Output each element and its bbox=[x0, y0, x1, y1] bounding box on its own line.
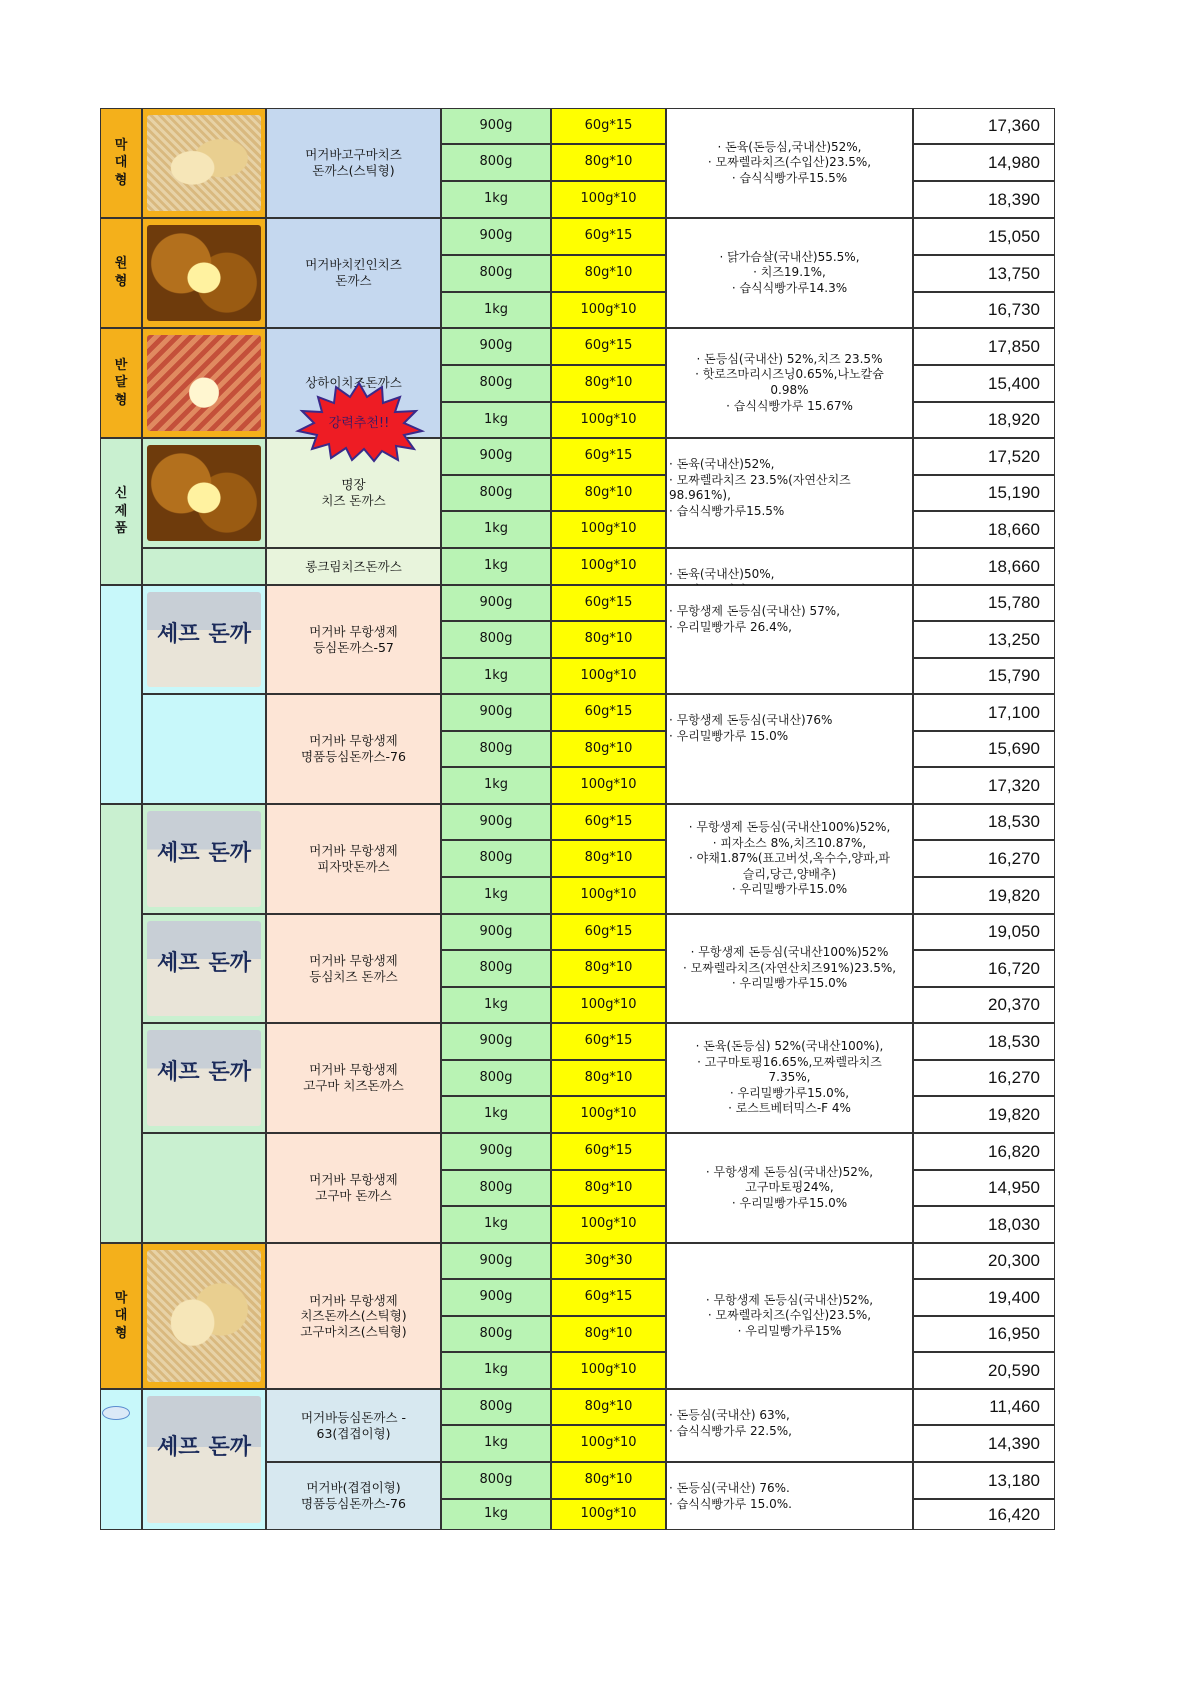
pack-size-cell: 60g*15 bbox=[551, 218, 666, 255]
pack-size-cell: 100g*10 bbox=[551, 987, 666, 1023]
pack-size-cell: 100g*10 bbox=[551, 511, 666, 548]
price-cell: 15,790 bbox=[913, 658, 1055, 694]
pack-size-cell: 80g*10 bbox=[551, 255, 666, 292]
weight-cell: 800g bbox=[441, 1316, 551, 1352]
price-cell: 19,820 bbox=[913, 877, 1055, 914]
price-cell: 11,460 bbox=[913, 1389, 1055, 1425]
pack-size-cell: 60g*15 bbox=[551, 438, 666, 475]
weight-cell: 900g bbox=[441, 914, 551, 950]
price-cell: 19,820 bbox=[913, 1096, 1055, 1133]
weight-cell: 900g bbox=[441, 1023, 551, 1060]
price-cell: 18,530 bbox=[913, 804, 1055, 840]
pack-size-cell: 80g*10 bbox=[551, 365, 666, 402]
weight-cell: 1kg bbox=[441, 181, 551, 218]
price-cell: 16,820 bbox=[913, 1133, 1055, 1170]
price-cell: 18,920 bbox=[913, 402, 1055, 438]
product-name: 머거바치킨인치즈 돈까스 bbox=[266, 218, 441, 328]
price-cell: 16,720 bbox=[913, 950, 1055, 987]
price-cell: 17,850 bbox=[913, 328, 1055, 365]
product-ingredients: · 돈육(국내산)52%, · 모짜렐라치즈 23.5%(자연산치즈 98.961%), · 습식식빵가루15.5% bbox=[666, 438, 913, 548]
pack-size-cell: 80g*10 bbox=[551, 731, 666, 767]
product-name: 머거바 무항생제 명품등심돈까스-76 bbox=[266, 694, 441, 804]
price-cell: 15,050 bbox=[913, 218, 1055, 255]
pack-size-cell: 80g*10 bbox=[551, 1316, 666, 1352]
product-ingredients: · 무항생제 돈등심(국내산100%)52%, · 피자소스 8%,치즈10.87%, · 야채1.87%(표고버섯,옥수수,양파,파 슬리,당근,양배추) · 우리밀빵가루15.0% bbox=[666, 804, 913, 914]
pack-size-cell: 100g*10 bbox=[551, 1352, 666, 1389]
weight-cell: 1kg bbox=[441, 1425, 551, 1462]
pack-size-cell: 60g*15 bbox=[551, 1023, 666, 1060]
product-photo bbox=[147, 115, 261, 211]
price-cell: 18,660 bbox=[913, 511, 1055, 548]
pack-size-cell: 100g*10 bbox=[551, 1425, 666, 1462]
category-cell bbox=[100, 804, 142, 1243]
price-cell: 18,030 bbox=[913, 1206, 1055, 1243]
weight-cell: 800g bbox=[441, 1389, 551, 1425]
pack-size-cell: 100g*10 bbox=[551, 1096, 666, 1133]
category-cell: 반 달 형 bbox=[100, 328, 142, 438]
pack-size-cell: 60g*15 bbox=[551, 914, 666, 950]
pack-size-cell: 80g*10 bbox=[551, 1389, 666, 1425]
price-cell: 14,390 bbox=[913, 1425, 1055, 1462]
price-cell: 13,180 bbox=[913, 1462, 1055, 1499]
weight-cell: 800g bbox=[441, 731, 551, 767]
weight-cell: 1kg bbox=[441, 658, 551, 694]
weight-cell: 800g bbox=[441, 1462, 551, 1499]
pack-size-cell: 60g*15 bbox=[551, 1279, 666, 1316]
pack-size-cell: 60g*15 bbox=[551, 108, 666, 144]
product-ingredients: · 무항생제 돈등심(국내산)76% · 우리밀빵가루 15.0% bbox=[666, 694, 913, 804]
weight-cell: 900g bbox=[441, 1243, 551, 1279]
pack-size-cell: 100g*10 bbox=[551, 767, 666, 804]
product-ingredients: · 무항생제 돈등심(국내산) 57%, · 우리밀빵가루 26.4%, bbox=[666, 585, 913, 694]
price-cell: 16,420 bbox=[913, 1499, 1055, 1530]
price-cell: 15,780 bbox=[913, 585, 1055, 621]
pack-size-cell: 60g*15 bbox=[551, 1133, 666, 1170]
weight-cell: 900g bbox=[441, 585, 551, 621]
weight-cell: 900g bbox=[441, 218, 551, 255]
photo-cell bbox=[142, 914, 266, 1023]
product-ingredients: · 돈등심(국내산) 76%. · 습식식빵가루 15.0%. bbox=[666, 1462, 913, 1530]
category-cell: 신 제 품 bbox=[100, 438, 142, 585]
price-cell: 15,190 bbox=[913, 475, 1055, 511]
photo-cell bbox=[142, 1023, 266, 1133]
product-name: 머거바고구마치즈 돈까스(스틱형) bbox=[266, 108, 441, 218]
product-photo bbox=[147, 1030, 261, 1126]
photo-cell bbox=[142, 1243, 266, 1389]
price-cell: 15,690 bbox=[913, 731, 1055, 767]
pack-size-cell: 100g*10 bbox=[551, 292, 666, 328]
price-cell: 14,950 bbox=[913, 1170, 1055, 1206]
product-ingredients: · 돈등심(국내산) 52%,치즈 23.5% · 핫로즈마리시즈닝0.65%,나노칼슘 0.98% · 습식식빵가루 15.67% bbox=[666, 328, 913, 438]
weight-cell: 800g bbox=[441, 621, 551, 658]
pack-size-cell: 80g*10 bbox=[551, 1170, 666, 1206]
weight-cell: 900g bbox=[441, 438, 551, 475]
product-name: 머거바 무항생제 피자맛돈까스 bbox=[266, 804, 441, 914]
product-ingredients: · 무항생제 돈등심(국내산)52%, 고구마토핑24%, · 우리밀빵가루15.0% bbox=[666, 1133, 913, 1243]
photo-cell bbox=[142, 328, 266, 438]
photo-cell bbox=[142, 438, 266, 548]
product-photo bbox=[147, 592, 261, 687]
product-ingredients: · 닭가슴살(국내산)55.5%, · 치즈19.1%, · 습식식빵가루14.3% bbox=[666, 218, 913, 328]
product-ingredients: · 돈육(돈등심) 52%(국내산100%), · 고구마토핑16.65%,모짜렐라치즈 7.35%, · 우리밀빵가루15.0%, · 로스트베터믹스-F 4% bbox=[666, 1023, 913, 1133]
category-cell: 막 대 형 bbox=[100, 108, 142, 218]
photo-cell bbox=[142, 1389, 266, 1530]
pack-size-cell: 60g*15 bbox=[551, 804, 666, 840]
product-name: 머거바 무항생제 등심치즈 돈까스 bbox=[266, 914, 441, 1023]
pack-size-cell: 100g*10 bbox=[551, 548, 666, 585]
product-name: 상하이치즈돈까스 bbox=[266, 328, 441, 438]
product-name: 머거바 무항생제 고구마 돈까스 bbox=[266, 1133, 441, 1243]
weight-cell: 800g bbox=[441, 840, 551, 877]
weight-cell: 900g bbox=[441, 108, 551, 144]
pack-size-cell: 100g*10 bbox=[551, 1499, 666, 1530]
product-name: 머거바(겹겹이형) 명품등심돈까스-76 bbox=[266, 1462, 441, 1530]
pack-size-cell: 80g*10 bbox=[551, 840, 666, 877]
price-cell: 18,660 bbox=[913, 548, 1055, 585]
price-cell: 17,360 bbox=[913, 108, 1055, 144]
price-cell: 20,300 bbox=[913, 1243, 1055, 1279]
weight-cell: 800g bbox=[441, 255, 551, 292]
pack-size-cell: 60g*15 bbox=[551, 328, 666, 365]
pack-size-cell: 60g*15 bbox=[551, 694, 666, 731]
price-cell: 16,270 bbox=[913, 1060, 1055, 1096]
price-cell: 18,390 bbox=[913, 181, 1055, 218]
product-photo bbox=[147, 445, 261, 541]
pack-size-cell: 100g*10 bbox=[551, 402, 666, 438]
badge-text: 강력추천!! bbox=[328, 416, 390, 431]
price-cell: 17,100 bbox=[913, 694, 1055, 731]
pack-size-cell: 80g*10 bbox=[551, 621, 666, 658]
photo-cell bbox=[142, 694, 266, 804]
price-cell: 14,980 bbox=[913, 144, 1055, 181]
product-name: 명장 치즈 돈까스 bbox=[266, 438, 441, 548]
pack-size-cell: 60g*15 bbox=[551, 585, 666, 621]
photo-cell bbox=[142, 804, 266, 914]
pack-size-cell: 100g*10 bbox=[551, 1206, 666, 1243]
pack-size-cell: 100g*10 bbox=[551, 181, 666, 218]
category-cell: 막 대 형 bbox=[100, 1243, 142, 1389]
pack-size-cell: 80g*10 bbox=[551, 950, 666, 987]
price-cell: 16,730 bbox=[913, 292, 1055, 328]
price-cell: 16,950 bbox=[913, 1316, 1055, 1352]
weight-cell: 800g bbox=[441, 1170, 551, 1206]
price-cell: 19,400 bbox=[913, 1279, 1055, 1316]
category-cell: 원 형 bbox=[100, 218, 142, 328]
price-cell: 13,750 bbox=[913, 255, 1055, 292]
weight-cell: 900g bbox=[441, 804, 551, 840]
product-name: 머거바 무항생제 치즈돈까스(스틱형) 고구마치즈(스틱형) bbox=[266, 1243, 441, 1389]
weight-cell: 800g bbox=[441, 365, 551, 402]
weight-cell: 800g bbox=[441, 144, 551, 181]
product-photo bbox=[147, 225, 261, 321]
weight-cell: 800g bbox=[441, 475, 551, 511]
product-name: 머거바 무항생제 등심돈까스-57 bbox=[266, 585, 441, 694]
photo-cell bbox=[142, 585, 266, 694]
weight-cell: 800g bbox=[441, 950, 551, 987]
weight-cell: 1kg bbox=[441, 1499, 551, 1530]
product-name: 롱크림치즈돈까스 bbox=[266, 548, 441, 585]
photo-cell bbox=[142, 108, 266, 218]
weight-cell: 900g bbox=[441, 328, 551, 365]
product-ingredients: · 무항생제 돈등심(국내산100%)52% · 모짜렐라치즈(자연산치즈91%)23.5%, · 우리밀빵가루15.0% bbox=[666, 914, 913, 1023]
pack-size-cell: 100g*10 bbox=[551, 658, 666, 694]
product-photo bbox=[147, 811, 261, 907]
price-cell: 13,250 bbox=[913, 621, 1055, 658]
weight-cell: 900g bbox=[441, 1279, 551, 1316]
recommend-badge bbox=[294, 383, 424, 461]
pack-size-cell: 80g*10 bbox=[551, 475, 666, 511]
category-cell bbox=[100, 585, 142, 804]
product-ingredients: · 돈등심(국내산) 63%, · 습식식빵가루 22.5%, bbox=[666, 1389, 913, 1462]
photo-cell bbox=[142, 548, 266, 585]
weight-cell: 1kg bbox=[441, 1352, 551, 1389]
price-cell: 15,400 bbox=[913, 365, 1055, 402]
product-photo bbox=[147, 1250, 261, 1382]
pack-size-cell: 80g*10 bbox=[551, 1462, 666, 1499]
price-cell: 19,050 bbox=[913, 914, 1055, 950]
price-cell: 17,520 bbox=[913, 438, 1055, 475]
photo-cell bbox=[142, 218, 266, 328]
price-cell: 17,320 bbox=[913, 767, 1055, 804]
price-cell: 20,370 bbox=[913, 987, 1055, 1023]
weight-cell: 1kg bbox=[441, 548, 551, 585]
pack-size-cell: 100g*10 bbox=[551, 877, 666, 914]
weight-cell: 1kg bbox=[441, 877, 551, 914]
weight-cell: 1kg bbox=[441, 987, 551, 1023]
product-ingredients: · 돈육(국내산)50%, bbox=[666, 548, 913, 585]
haccp-logo bbox=[102, 1406, 130, 1420]
weight-cell: 1kg bbox=[441, 767, 551, 804]
weight-cell: 1kg bbox=[441, 511, 551, 548]
product-ingredients: · 무항생제 돈등심(국내산)52%, · 모짜렐라치즈(수입산)23.5%, · 우리밀빵가루15% bbox=[666, 1243, 913, 1389]
price-cell: 16,270 bbox=[913, 840, 1055, 877]
weight-cell: 1kg bbox=[441, 1096, 551, 1133]
weight-cell: 1kg bbox=[441, 402, 551, 438]
product-name: 머거바등심돈까스 - 63(겹겹이형) bbox=[266, 1389, 441, 1462]
pack-size-cell: 80g*10 bbox=[551, 1060, 666, 1096]
product-photo bbox=[147, 335, 261, 431]
weight-cell: 900g bbox=[441, 694, 551, 731]
weight-cell: 800g bbox=[441, 1060, 551, 1096]
product-photo bbox=[147, 921, 261, 1016]
product-name: 머거바 무항생제 고구마 치즈돈까스 bbox=[266, 1023, 441, 1133]
weight-cell: 1kg bbox=[441, 292, 551, 328]
pack-size-cell: 30g*30 bbox=[551, 1243, 666, 1279]
price-cell: 20,590 bbox=[913, 1352, 1055, 1389]
pack-size-cell: 80g*10 bbox=[551, 144, 666, 181]
photo-cell bbox=[142, 1133, 266, 1243]
weight-cell: 900g bbox=[441, 1133, 551, 1170]
weight-cell: 1kg bbox=[441, 1206, 551, 1243]
product-ingredients: · 돈육(돈등심,국내산)52%, · 모짜렐라치즈(수입산)23.5%, · 습식식빵가루15.5% bbox=[666, 108, 913, 218]
product-photo bbox=[147, 1396, 261, 1523]
price-cell: 18,530 bbox=[913, 1023, 1055, 1060]
